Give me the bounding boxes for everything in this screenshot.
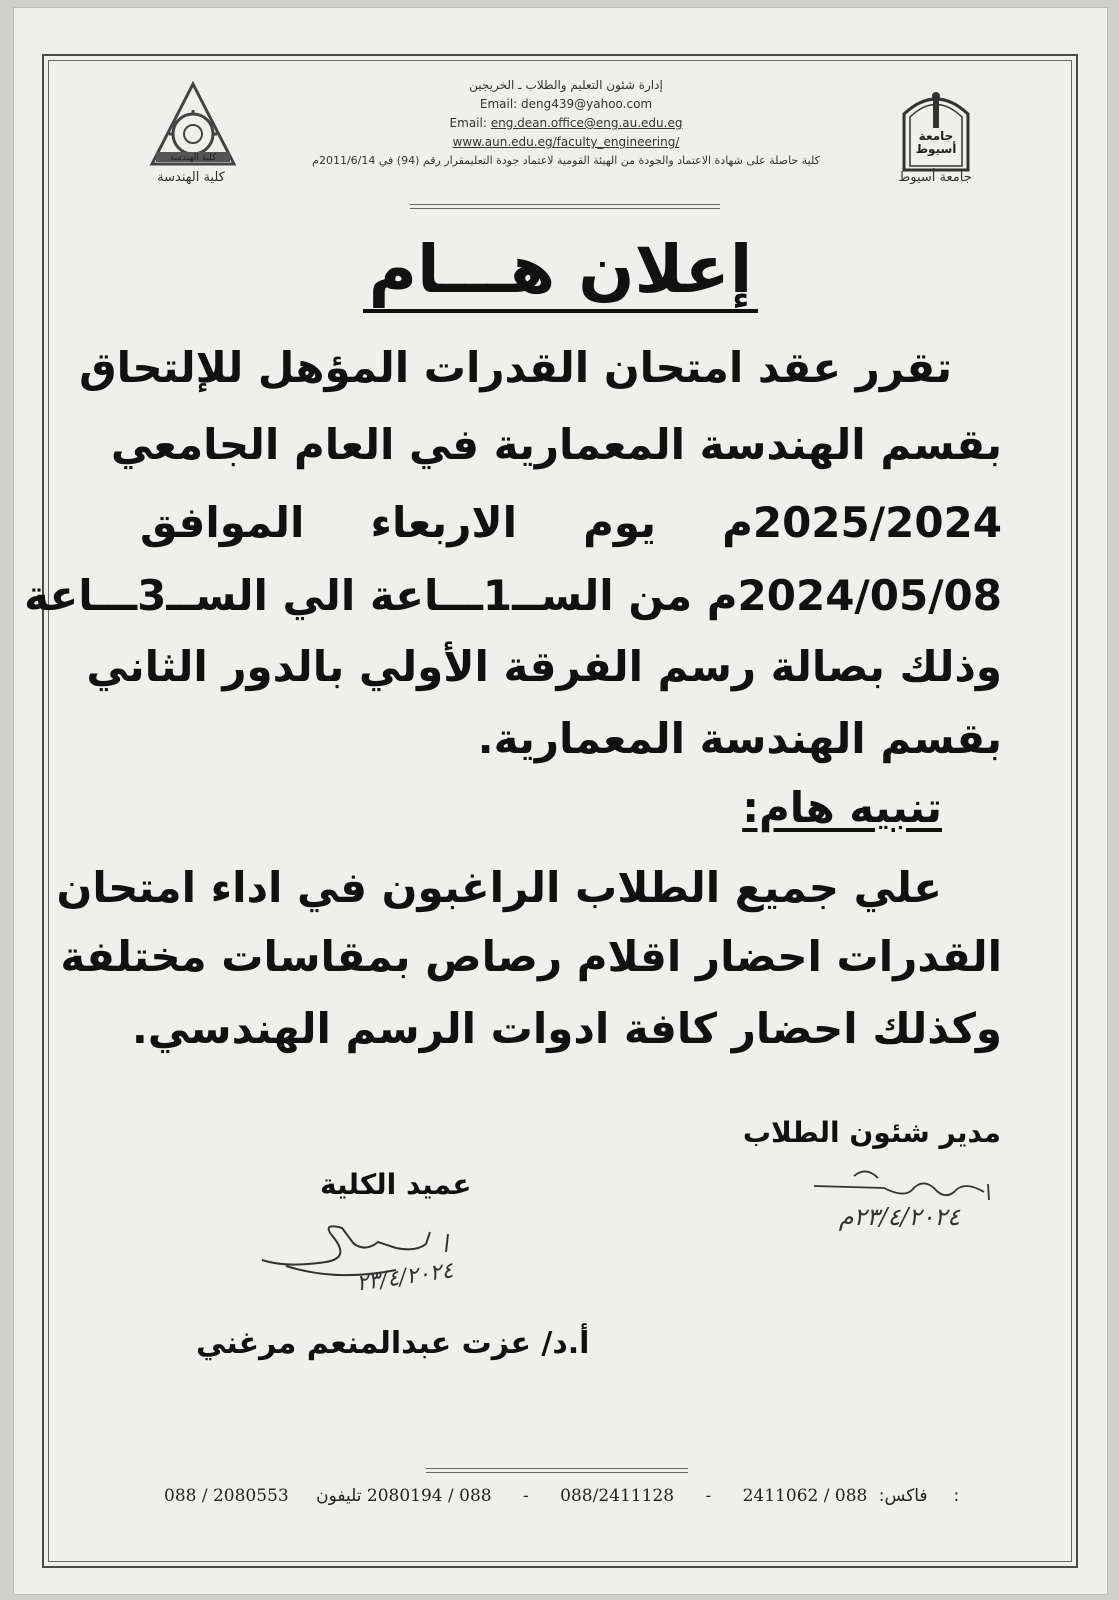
email-link[interactable]: eng.dean.office@eng.au.edu.eg <box>490 116 683 130</box>
header-divider-top <box>410 204 720 205</box>
email-line-2 <box>216 116 916 130</box>
dean-title: عميد الكلية <box>320 1168 472 1201</box>
engineering-logo-text: كلية الهندسة <box>169 153 217 163</box>
body-line-6: بقسم الهندسة المعمارية. <box>477 714 1002 763</box>
dean-name: أ.د/ عزت عبدالمنعم مرغني <box>196 1326 590 1361</box>
title-wrap <box>14 231 1107 313</box>
separator-2: - <box>705 1486 712 1506</box>
phone-number-2: 088/2411128 <box>560 1486 675 1506</box>
email-label: Email: <box>449 116 487 130</box>
phone-number-1: 088 / 2080194 <box>366 1486 492 1506</box>
admin-department-line: إدارة شئون التعليم والطلاب ـ الخريجين <box>469 78 663 92</box>
phone-label: تليفون: <box>316 1486 960 1506</box>
assiut-logo-text: جامعة أسيوط <box>915 129 957 157</box>
accreditation-line: كلية حاصلة على شهادة الاعتماد والجودة من الهيئة القومية لاعتماد جودة التعليمقرار رقم (94) في 2011/6/14م <box>312 154 820 167</box>
header-divider-bottom <box>410 208 720 209</box>
body-line-1: تقرر عقد امتحان القدرات المؤهل للإلتحاق <box>79 343 952 392</box>
email-line-1: Email: deng439@yahoo.com <box>479 97 653 111</box>
body-line-5: وذلك بصالة رسم الفرقة الأولي بالدور الثاني <box>86 642 1002 691</box>
document-page <box>14 8 1107 1594</box>
assiut-logo-caption: جامعة أسيوط <box>898 170 972 185</box>
body-line-2: بقسم الهندسة المعمارية في العام الجامعي <box>110 420 1002 469</box>
footer-divider-bottom <box>426 1472 688 1473</box>
notice-heading-text: تنبيه هام: <box>742 783 942 832</box>
footer-contacts <box>164 1486 964 1506</box>
website-link[interactable]: www.aun.edu.eg/faculty_engineering/ <box>452 135 680 149</box>
notice-line-3: وكذلك احضار كافة ادوات الرسم الهندسي. <box>131 1004 1002 1053</box>
dean-date: ٢٣/٤/٢٠٢٤ <box>354 1258 455 1297</box>
notice-line-1: علي جميع الطلاب الراغبون في اداء امتحان <box>56 863 942 912</box>
body-line-4: 2024/05/08م من الســ1ـــاعة الي الســ3ـــاعة <box>24 571 1002 620</box>
separator-1: - <box>523 1486 529 1506</box>
footer-divider-top <box>426 1468 688 1469</box>
announcement-title: إعلان هـــام <box>363 234 759 313</box>
student-affairs-title: مدير شئون الطلاب <box>742 1116 1001 1149</box>
notice-line-2: القدرات احضار اقلام رصاص بمقاسات مختلفة <box>60 932 1002 981</box>
fax-label: فاكس: <box>878 1486 928 1506</box>
student-affairs-date: ٢٣/٤/٢٠٢٤م <box>838 1203 960 1231</box>
engineering-logo-caption: كلية الهندسة <box>157 170 225 185</box>
body-line-3: 2025/2024م يوم الاربعاء الموافق <box>140 498 1002 547</box>
phone-number-3: 088 / 2411062 <box>742 1486 868 1506</box>
notice-heading <box>140 783 1002 833</box>
fax-number: 088 / 2080553 <box>164 1486 289 1506</box>
